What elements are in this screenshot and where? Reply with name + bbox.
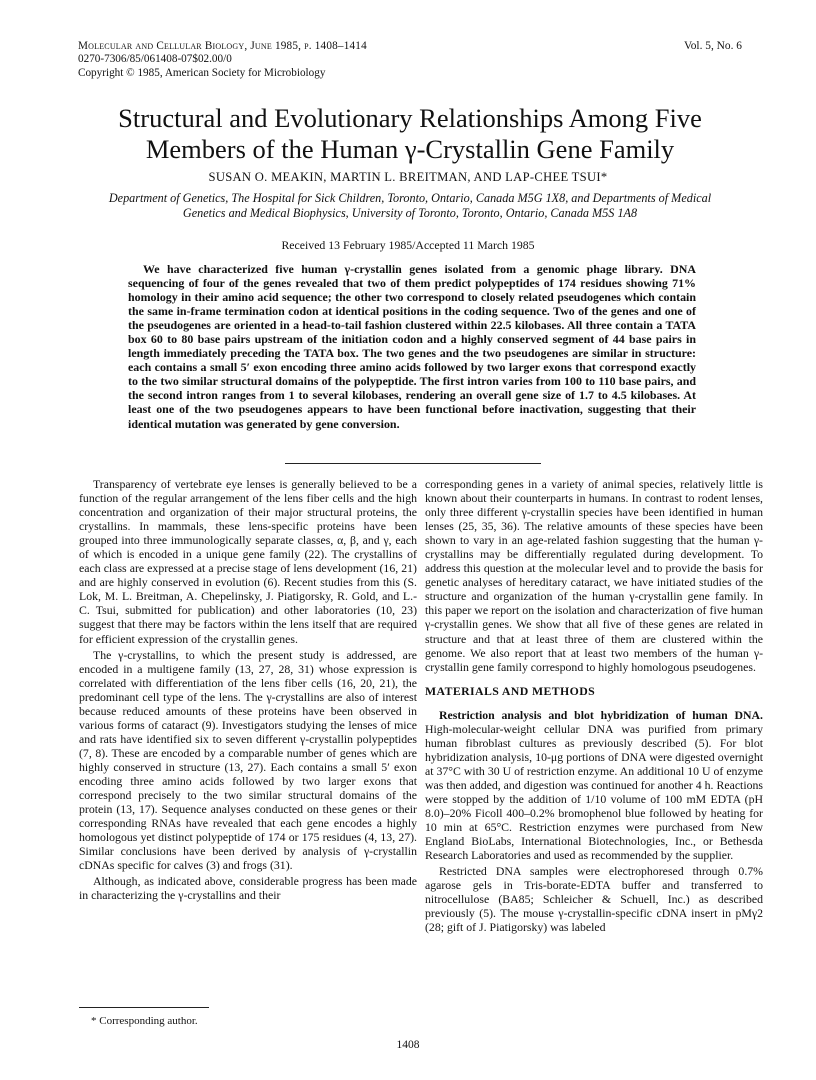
intro-paragraph-continued: corresponding genes in a variety of animal species, relatively little is known about their counterparts in humans. In contrast to rodent lenses, only three different γ-crystallin species have been identified in human lenses (25, 35, 36). The relative amounts of these species have been shown to vary in an age-related fashion suggesting that the human γ-crystallins may be differentially regulated during development. To address this question at the molecular level and to provide the basis for genetic analyses of hereditary cataract, we have initiated studies of the structure and organization of the human γ-crystallin gene family. In this paper we report on the isolation and characterization of five human γ-crystallin genes. We show that all five of these genes are related in structure and that at least three of them are clustered within the genome. We also report that at least two members of the human γ-crystallin gene family correspond to highly homologous pseudogenes. [425,477,763,674]
right-column [425,477,763,936]
journal-citation: Molecular and Cellular Biology, June 1985, p. 1408–1414 [78,40,367,52]
footnote-divider [79,1007,209,1008]
methods-subheading: Restriction analysis and blot hybridization of human DNA. [439,707,763,722]
intro-paragraph-1: Transparency of vertebrate eye lenses is generally believed to be a function of the regular arrangement of the lens fiber cells and the high concentration and organization of their major structural proteins, the crystallins. In mammals, these lens-specific proteins have been grouped into three immunologically separate classes, α, β, and γ, each of which is encoded in a unique gene family (22). The crystallins of each class are expressed at a precise stage of lens development (16, 21) and are highly conserved in evolution (6). Recent studies from this (S. Lok, M. L. Breitman, A. Chepelinsky, J. Piatigorsky, R. Gold, and L.-C. Tsui, submitted for publication) and other laboratories (10, 23) suggest that there may be factors within the lens itself that are required for efficient expression of the crystallin genes. [79,477,417,646]
article-code: 0270-7306/85/061408-07$02.00/0 [78,53,232,66]
author-list: SUSAN O. MEAKIN, MARTIN L. BREITMAN, AND LAP-CHEE TSUI* [208,170,608,184]
section-heading-methods: MATERIALS AND METHODS [425,683,596,698]
left-column [79,477,417,904]
methods-paragraph-1 [425,708,763,863]
received-dates: Received 13 February 1985/Accepted 11 March 1985 [281,238,535,252]
methods-paragraph-2: Restricted DNA samples were electrophoresed through 0.7% agarose gels in Tris-borate-EDTA buffer and transferred to nitrocellulose (BA85; Schleicher & Schuell, Inc.) as described previously (5). The mouse γ-crystallin-specific cDNA insert in pMγ2 (28; gift of J. Piatigorsky) was labeled [425,864,763,935]
footnote: * Corresponding author. [91,1015,198,1027]
author-affiliation: Department of Genetics, The Hospital for Sick Children, Toronto, Ontario, Canada M5G 1X8, and Departments of Medical Genetics and Medical Biophysics, University of Toronto, Toronto, Ontario, Canada M5S 1A8 [108,191,712,220]
article-title: Structural and Evolutionary Relationships Among Five Members of the Human γ-Crystallin Gene Family [118,103,702,164]
intro-paragraph-3: Although, as indicated above, considerable progress has been made in characterizing the γ-crystallins and their [79,874,417,903]
running-header [78,40,367,80]
volume-issue: Vol. 5, No. 6 [683,40,742,52]
page-number: 1408 [396,1039,420,1051]
intro-paragraph-2: The γ-crystallins, to which the present study is addressed, are encoded in a multigene family (13, 27, 28, 31) whose expression is correlated with differentiation of the lens fiber cells (16, 20, 21), the predominant cell type of the lens. The γ-crystallins are also of interest because reduced amounts of these proteins have been observed in various forms of cataract (9). Investigators studying the lenses of mice and rats have identified six to seven different γ-crystallin polypeptides (7, 8). These are encoded by a comparable number of genes which are highly conserved in structure (13, 27). Each contains a small 5′ exon encoding three amino acids followed by two larger exons that correspond precisely to the two similar structural domains of the protein (13, 17). Sequence analyses conducted on these genes or their corresponding RNAs have revealed that each gene encodes a highly homologous yet distinct polypeptide of 174 or 175 residues (4, 13, 27). Similar conclusions have been derived by analysis of γ-crystallin cDNAs specific for calves (3) and frogs (31). [79,647,417,873]
methods-paragraph-1-body: High-molecular-weight cellular DNA was purified from primary human fibroblast cultures as previously described (5). For blot hybridization analysis, 10-μg portions of DNA were digested overnight at 37°C with 30 U of restriction enzyme. An additional 10 U of enzyme was then added, and digestion was continued for another 4 h. Reactions were stopped by the addition of 1/10 volume of 100 mM EDTA (pH 8.0)–20% Ficoll 400–0.2% bromophenol blue followed by heating for 10 min at 65°C. Restriction enzymes were purchased from New England BioLabs, International Biotechnologies, Inc., or Bethesda Research Laboratories and used as recommended by the supplier. [425,721,763,863]
abstract-divider [285,463,541,464]
abstract: We have characterized five human γ-crystallin genes isolated from a genomic phage library. DNA sequencing of four of the genes revealed that two of them predict polypeptides of 174 residues showing 71% homology in their amino acid sequence; the other two correspond to closely related pseudogenes which contain the same in-frame termination codon at identical positions in the coding sequence. Two of the genes and one of the pseudogenes are oriented in a head-to-tail fashion clustered within 22.5 kilobases. All three contain a TATA box 60 to 80 base pairs upstream of the initiation codon and a highly conserved segment of 44 base pairs in length immediately preceding the TATA box. The two genes and the two pseudogenes are similar in structure: each contains a small 5′ exon encoding three amino acids followed by two larger exons that correspond exactly to the two similar structural domains of the polypeptide. The first intron varies from 100 to 110 base pairs, and the second intron ranges from 1 to several kilobases, rendering an overall gene size of 1.7 to 4.5 kilobases. At least one of the two pseudogenes appears to have been functional before inactivation, suggesting that their identical mutation was generated by gene conversion. [128,262,696,431]
copyright-line: Copyright © 1985, American Society for Microbiology [78,66,326,79]
